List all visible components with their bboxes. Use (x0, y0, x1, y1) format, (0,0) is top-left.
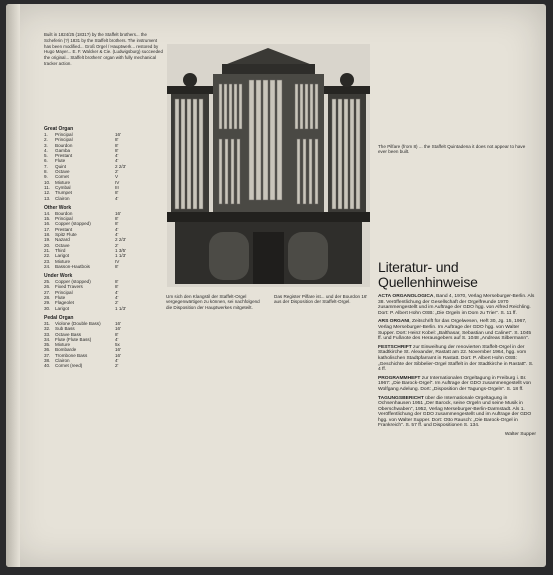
stop-name: Mixture (55, 342, 71, 348)
stop-number: 38. (44, 357, 51, 363)
stop-name: Trombone Bass (55, 352, 88, 358)
stop-name: Principal (55, 289, 73, 295)
stop-pitch: 8' (115, 284, 119, 290)
literature-entry (378, 345, 536, 373)
stop-number: 4. (44, 147, 48, 153)
literature-heading: Literatur- und Quellenhinweise (378, 259, 478, 290)
literature-entry-label: ACTA ORGANOLOGICA (378, 294, 434, 299)
stop-pitch: V (115, 174, 119, 180)
stop-pitch: 4' (115, 153, 119, 159)
stop-pitch: 2' (115, 363, 119, 369)
stop-name: Violone (Double Bass) (55, 320, 101, 326)
literature-entry-text: über die Internationale Orgeltagung in Ochsenhausen 1951 „Der Barock, seine Orgeln und seine Musik in Oberschwaben“, 1952, Verlag Merseburger-Berlin-Darmstadt. Als 1. Veröffentlichung der GDO zusammengestellt und im Auftrage der GDO hgg. von Walter Supper. Dort: Otto Rausch: „Die Barock-Orgel in Frankreich“. S. 57 ff. und Dispositionen S. 134. (378, 395, 532, 429)
stop-name: Principal (55, 216, 73, 222)
stop-name: Cornet (reed) (55, 363, 83, 369)
stop-pitch: 1 3/5' (115, 247, 127, 253)
stop-name: Basson-Hautbois (55, 263, 90, 269)
stop-pitch: IV (115, 258, 120, 264)
stop-name: Bombarde (55, 347, 77, 353)
intro-text: Built in 1824/25 (1831?) by the Staffelt brothers... the Scheferin (?) 1831 by the Staffelt brothers. The instrument has been modified... Groß Orgel / Hauptwerk... restored by Hugo Mayer... E. F. Walcker & Cie. (Ludwigsburg) succeeded the original... Staffelt brothers' organ with fully mechanical tracker action. (44, 32, 163, 66)
stop-pitch: 2' (115, 169, 119, 175)
stop-name: Flute (55, 295, 66, 301)
stop-number: 40. (44, 363, 51, 369)
stop-name: Trumpet (55, 190, 72, 196)
stop-number: 5. (44, 153, 48, 159)
stop-pitch: 8' (115, 216, 119, 222)
stop-name: Octave Bass (55, 331, 82, 337)
stop-pitch: 8' (115, 221, 119, 227)
author-signature: Walter Supper (504, 432, 536, 438)
stop-number: 15. (44, 216, 51, 222)
stop-number: 26. (44, 284, 51, 290)
middle-paragraph-a: Um sich den Klangstil der Staffelt-Orgel vergegenwärtigen zu können, sei nachfolgend die Disposition der Hauptwerkes mitgeteilt. (166, 294, 260, 310)
stop-name: Flageolet (55, 300, 74, 306)
stop-number: 11. (44, 184, 51, 190)
stop-number: 8. (44, 169, 48, 175)
stop-pitch: 2' (115, 242, 119, 248)
stop-name: Principal (55, 137, 73, 143)
stop-number: 21. (44, 247, 51, 253)
stop-number: 30. (44, 305, 51, 311)
organ-photograph (167, 44, 370, 287)
stop-name: Spitz Flute (55, 232, 77, 238)
stop-row (44, 264, 164, 269)
stop-number: 32. (44, 326, 51, 332)
stop-number: 37. (44, 352, 51, 358)
literature-entry-label: TAGUNGSBERICHT (378, 395, 424, 401)
pedal-organ-title: Pedal Organ (44, 314, 74, 321)
stop-name: Cymbal (55, 184, 71, 190)
stop-name: Copper (stopped) (55, 279, 91, 285)
stop-pitch: 4' (115, 232, 119, 238)
literature-entry-label: ARS ORGANI (378, 319, 410, 325)
stop-number: 28. (44, 295, 51, 301)
stop-name: Octave (55, 242, 70, 248)
stop-name: Prestant (55, 226, 73, 232)
middle-paragraph-b: Das Register Pilfare ist... und der Bourdon 16' aus der Disposition der Staffelt-Orgel. (274, 294, 368, 305)
stop-name: Mixture (55, 179, 71, 185)
stop-pitch: 1 1/3' (115, 253, 127, 259)
stop-pitch: 1 1/3' (115, 305, 127, 311)
stop-pitch: 5x (115, 342, 120, 348)
stop-name: Larigot (55, 253, 70, 259)
left-column (44, 32, 164, 369)
stop-name: Flute (Flute Bass) (55, 336, 92, 342)
stop-number: 20. (44, 242, 51, 248)
middle-text-b (274, 294, 372, 307)
page-gutter (6, 4, 20, 567)
stop-number: 17. (44, 226, 51, 232)
literature-entry-text: , Band 4, 1970, Verlag Merseburger-Berlin. Als 38. Veröffentlichung der Gesellschaft der Orgelfreunde 1970 zusammengestellt und im Auftrage der GDO hgg. von Alfred Reichling. Dort: P. Albert Hohn OSB: „Die Orgeln im Dom zu Trier“. S. 11 ff. (378, 294, 535, 316)
stop-name: Larigot (55, 305, 70, 311)
stop-number: 29. (44, 300, 51, 306)
stop-number: 1. (44, 132, 48, 137)
stop-pitch: III (115, 184, 119, 190)
stop-number: 33. (44, 331, 51, 337)
other-work-title: Other Work (44, 204, 72, 211)
literature-entry-label: FESTSCHRIFT (378, 344, 412, 350)
stop-name: Octave (55, 169, 70, 175)
stop-name: Copper (stopped) (55, 221, 91, 227)
other-work-list (44, 211, 164, 269)
stop-name: Sub Bass (55, 326, 75, 332)
stop-pitch: 8' (115, 142, 119, 148)
stop-pitch: 8' (115, 331, 119, 337)
stop-name: Prestant (55, 153, 73, 159)
stop-name: Fixed Travers (55, 284, 83, 290)
stop-pitch: 16' (115, 326, 121, 332)
stop-number: 12. (44, 190, 51, 196)
stop-number: 25. (44, 279, 51, 285)
stop-pitch: 16' (115, 352, 121, 358)
stop-number: 16. (44, 221, 51, 227)
stop-pitch: 4' (115, 336, 119, 342)
stop-number: 27. (44, 289, 51, 295)
stop-row (44, 196, 164, 201)
stop-pitch: 8' (115, 279, 119, 285)
stop-name: Principal (55, 132, 73, 137)
stop-row (44, 306, 164, 311)
stop-pitch: 8' (115, 147, 119, 153)
stop-pitch: IV (115, 179, 120, 185)
stop-pitch: 4' (115, 295, 119, 301)
stop-number: 22. (44, 253, 51, 259)
stop-pitch: 4' (115, 226, 119, 232)
book-page-spread (6, 4, 546, 567)
stop-name: Cornet (55, 174, 69, 180)
stop-number: 18. (44, 232, 51, 238)
organ-case-image (167, 44, 370, 287)
stop-number: 23. (44, 258, 51, 264)
stop-pitch: 16' (115, 347, 121, 353)
stop-name: Clairon (55, 357, 70, 363)
great-organ-title: Great Organ (44, 126, 74, 132)
stop-name: Nazard (55, 237, 70, 243)
stop-name: Flute (55, 158, 66, 164)
stop-pitch: 16' (115, 210, 121, 216)
stop-row (44, 363, 164, 368)
under-work-title: Under Work (44, 273, 73, 280)
stop-number: 3. (44, 142, 48, 148)
pedal-organ-list (44, 321, 164, 369)
stop-number: 10. (44, 179, 51, 185)
literature-entry-label: PROGRAMMHEFT (378, 375, 421, 381)
literature-entry (378, 376, 536, 393)
right-paragraph-a: The Pilfare (from 8) ... the Staffelt Quintadena it does not appear to have ever been built. (378, 144, 526, 155)
stop-pitch: 4' (115, 357, 119, 363)
literature-entry (378, 319, 536, 341)
stop-pitch: 8' (115, 137, 119, 143)
stop-number: 2. (44, 137, 48, 143)
middle-text-a (166, 294, 266, 312)
stop-number: 36. (44, 347, 51, 353)
literature-entry (378, 396, 536, 430)
stop-pitch: 2 2/3' (115, 163, 127, 169)
stop-number: 24. (44, 263, 51, 269)
stop-name: Clairon (55, 195, 70, 201)
stop-name: Gamba (55, 147, 71, 153)
stop-pitch: 8' (115, 190, 119, 196)
stop-pitch: 4' (115, 158, 119, 164)
stop-pitch: 16' (115, 132, 121, 137)
under-work-list (44, 279, 164, 311)
stop-number: 14. (44, 210, 51, 216)
stop-number: 19. (44, 237, 51, 243)
stop-name: Third (55, 247, 66, 253)
stop-pitch: 2' (115, 300, 119, 306)
stop-name: Mixture (55, 258, 71, 264)
stop-pitch: 4' (115, 289, 119, 295)
literature-entry-text: , Zeitschrift für das Orgelwesen, Heft 30, Jg. 15, 1967, Verlag Merseburger-Berlin. Im Auftrage der GDO hgg. von Walter Supper. Dort: Heinz Kobel: „Balthasar, Sebastian und Calinet“. S. 1045 ff. und Fußnote des Herausgebers auf S. 1048 „Andreas Silbermann“. (378, 319, 532, 342)
stop-name: Bourdon (55, 142, 73, 148)
stop-pitch: 4' (115, 195, 119, 201)
stop-pitch: 2 2/3' (115, 237, 127, 243)
stop-number: 6. (44, 158, 48, 164)
stop-pitch: 16' (115, 320, 121, 326)
stop-number: 7. (44, 163, 48, 169)
stop-name: Bourdon (55, 210, 73, 216)
great-organ-list (44, 132, 164, 201)
literature-entry (378, 294, 536, 316)
stop-number: 34. (44, 336, 51, 342)
right-text-a (378, 144, 528, 157)
literature-list (378, 294, 536, 438)
stop-number: 13. (44, 195, 51, 201)
stop-number: 9. (44, 174, 48, 180)
literature-entry-text: zur Internationalen Orgeltagung in Freiburg i. Br. 1967: „Die Barock-Orgel“. Im Auftrage der GDO zusammengestellt von Wolfgang Adelung. Dort: „Disposition der Tagungs-Orgeln“. S. 18 ff. (378, 375, 532, 392)
literature-entry-text: zur Einweihung der renovierten Staffelt-Orgel in der Stadtkirche St. Alexander, Rastatt am 22. November 1964, hgg. vom katholischen Stadtpfarramt in Rastatt. Dort: P. Albert Hohn OSB: „Geschichte der Sibbelier-Orgel Staffelt in der Stadtkirche in Rastatt“. S. 4 ff. (378, 344, 534, 373)
stop-number: 31. (44, 320, 51, 326)
stop-pitch: 8' (115, 263, 119, 269)
stop-number: 35. (44, 342, 51, 348)
stop-name: Quint (55, 163, 66, 169)
